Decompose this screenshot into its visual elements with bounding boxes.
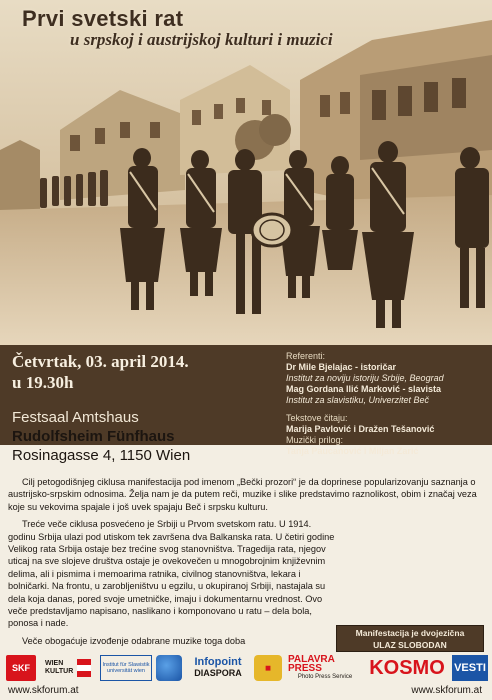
paragraph-music: Veče obogaćuje izvođenje odabrane muzike toga doba [22, 635, 246, 646]
radio-logo [254, 655, 282, 681]
free-entry-box [336, 625, 484, 652]
referent-1-institution: Institut za noviju istoriju Srbije, Beograd [286, 373, 444, 383]
description-text [8, 476, 488, 647]
header-photo [0, 0, 492, 345]
paragraph-intro: Cilj petogodišnjeg ciklusa manifestacija pod imenom „Bečki prozori“ je da doprinese popularizovanju saznanja o austrijsko-srpskim odnosima. Želja nam je da putem reči, muzike i slike predstavimo raznolikost, obim i značaj veza koje su vekovima spajale i još uvek spajaju Beč i srpsku kulturu. [8, 477, 477, 512]
slavistik-logo: Institut für Slawistik universität wien [100, 655, 152, 681]
referents-label: Referenti: [286, 351, 326, 361]
referent-2-institution: Institut za slavistiku, Univerzitet Beč [286, 395, 430, 405]
referent-1-name: Dr Mile Bjelajac - istoričar [286, 362, 397, 372]
page-subtitle: u srpskoj i austrijskoj kulturi i muzici [70, 30, 333, 49]
venue-street: Rosinagasse 4, 1150 Wien [12, 447, 191, 464]
wien-kultur-text: WIEN KULTUR [45, 660, 74, 675]
venue-hall: Festsaal Amtshaus [12, 409, 139, 426]
radio-logo-mark: ◼ [265, 665, 271, 672]
free-entry-label: ULAZ SLOBODAN [373, 640, 447, 650]
vesti-logo: VESTI [452, 655, 488, 681]
website-link-left[interactable]: www.skforum.at [8, 685, 79, 696]
kosmo-logo: KOSMO [369, 656, 445, 679]
event-time: u 19.30h [12, 373, 74, 392]
participants-list [286, 351, 486, 457]
footer-urls [0, 685, 492, 699]
readers-names: Marija Pavlović i Dražen Tešanović [286, 424, 435, 434]
skf-logo: SKF [6, 655, 36, 681]
event-datetime [12, 351, 252, 393]
referent-2-name: Mag Gordana Ilić Marković - slavista [286, 384, 442, 394]
wien-kultur-logo [42, 655, 94, 681]
palavra-press-logo: PALAVRA PRESS Photo Press Service [288, 653, 353, 680]
readers-label: Tekstove čitaju: [286, 413, 348, 423]
title-block [22, 6, 333, 50]
page-title: Prvi svetski rat [22, 6, 184, 31]
sponsor-logos [4, 653, 490, 683]
infopoint-diaspora-logo: Infopoint DIASPORA [194, 656, 242, 678]
paragraph-main: Treće veče ciklusa posvećeno je Srbiji u Prvom svetskom ratu. U 1914. godinu Srbija ulazi pod utiskom tek završena dva Balkanska rata. U četiri godine Velikog rata Srbija ostaje bez trećine svog stanovništva. Tragedija rata, njegov uticaj na sve slojeve društva ostaje je ovekovečen u mnogobrojnim književnim delima, ali i pismima i memoarima ratnika, civilnog stanovništva, lekara i bolničarki. Na frontu, u zarobljeništvu u egzilu, u okupiranoj Srbiji, nastajala su dela koja danas, pored svoje umetničke, imaju i dokumentarnu vrednost. Ovo veče predstavljamo napisano, naslikano i komponovano u ratu – dela bola, ponosa i nade. [8, 519, 335, 629]
venue-address [12, 408, 190, 465]
venue-district: Rudolfsheim Fünfhaus [12, 428, 175, 445]
soldiers-marching-photo [0, 0, 492, 345]
website-link-right[interactable]: www.skforum.at [411, 685, 482, 696]
bilingual-note: Manifestacija je dvojezična [355, 628, 465, 638]
diaspora-globe-icon [156, 655, 182, 681]
music-label: Muzički prilog: [286, 435, 344, 445]
event-date: Četvrtak, 03. april 2014. [12, 352, 189, 371]
musicians-names: Tanja Paucanović i Miljan Zarić [286, 446, 419, 456]
wien-flag-icon [77, 659, 91, 677]
